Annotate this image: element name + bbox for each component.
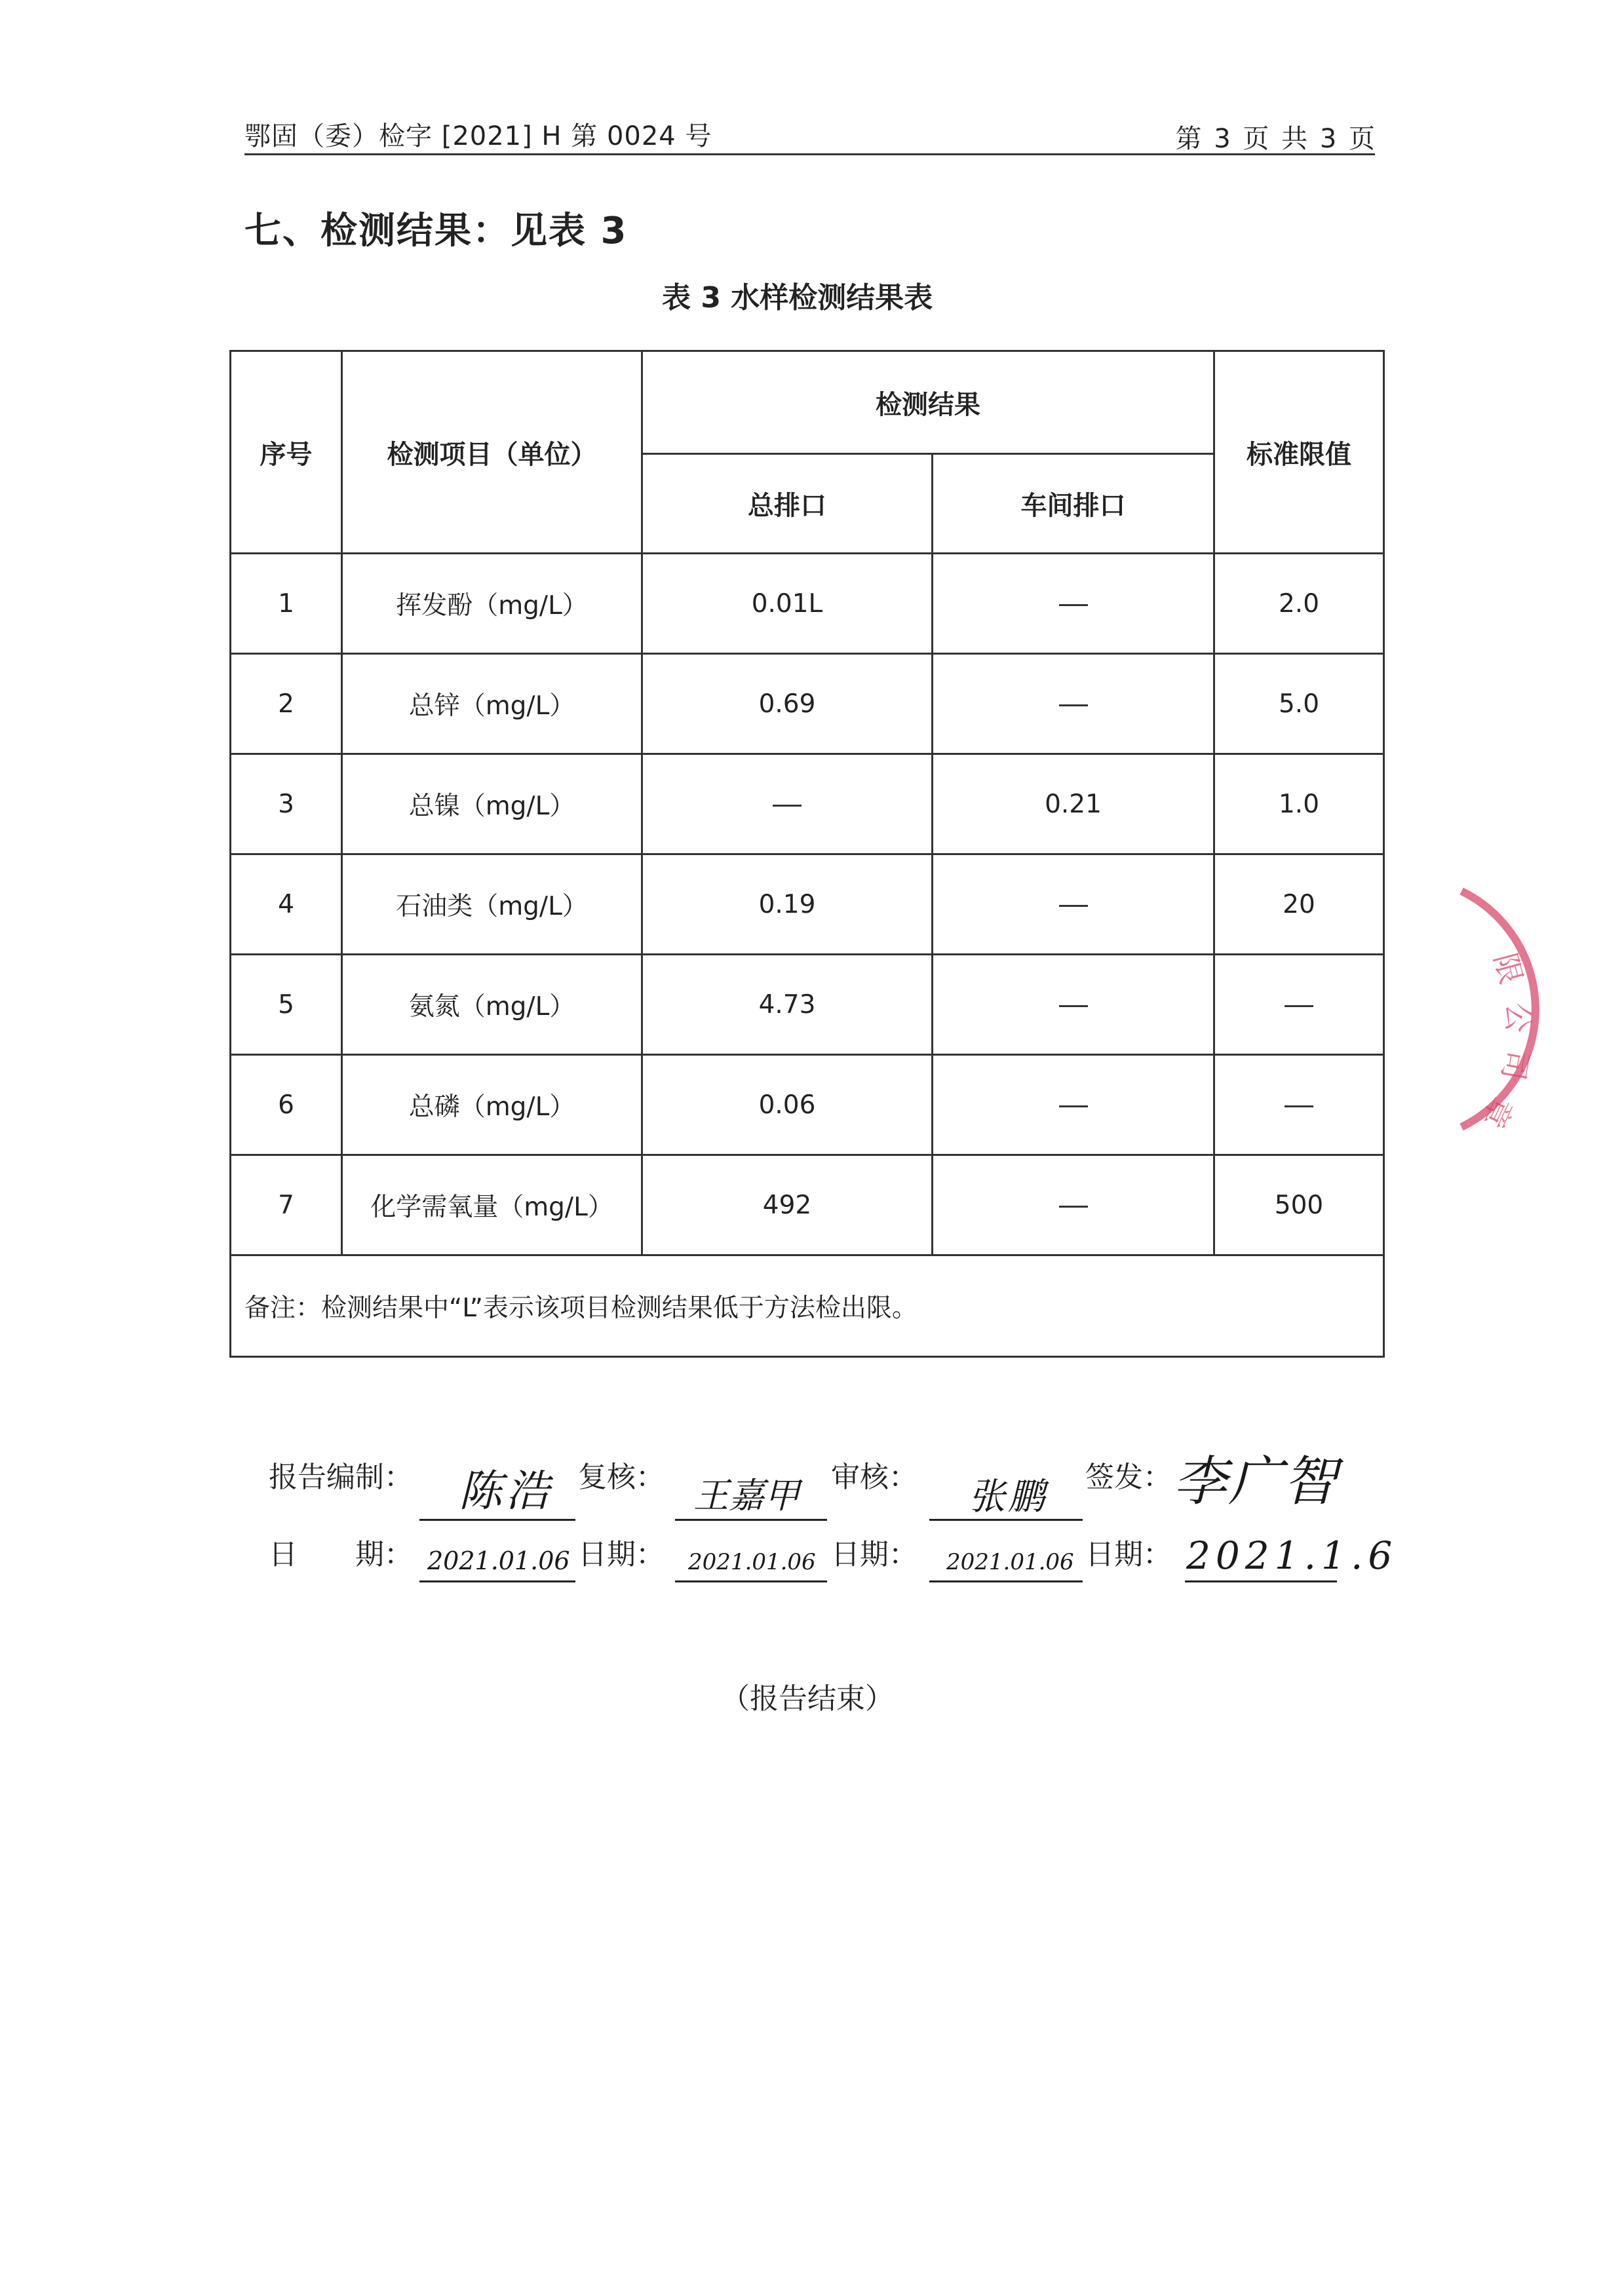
dash-mark bbox=[1059, 1005, 1088, 1007]
row-total-outlet-cell: 492 bbox=[642, 1155, 933, 1255]
compiled-signature: 陈浩 bbox=[459, 1466, 553, 1516]
row-workshop-outlet-cell bbox=[933, 1155, 1214, 1255]
table-row bbox=[231, 1055, 1384, 1155]
header-item: 检测项目（单位） bbox=[342, 351, 642, 554]
compiled-date-line bbox=[419, 1580, 575, 1582]
row-seq-cell: 6 bbox=[231, 1055, 342, 1155]
row-workshop-outlet-cell bbox=[933, 654, 1214, 754]
date-label-audited: 日期： bbox=[831, 1538, 918, 1571]
dash-mark bbox=[1059, 704, 1088, 706]
row-seq-cell: 4 bbox=[231, 854, 342, 955]
header-seq: 序号 bbox=[231, 351, 342, 554]
row-item-cell: 氨氮（mg/L） bbox=[342, 955, 642, 1055]
header-outlet-total: 总排口 bbox=[642, 454, 933, 554]
table-header-row bbox=[231, 351, 1384, 454]
row-total-outlet-cell: 0.06 bbox=[642, 1055, 933, 1155]
table-row bbox=[231, 1155, 1384, 1255]
row-total-outlet-cell: 0.19 bbox=[642, 854, 933, 955]
issued-label: 签发： bbox=[1085, 1461, 1172, 1494]
date-label-issued: 日期： bbox=[1085, 1538, 1172, 1571]
row-limit-cell: 2.0 bbox=[1214, 554, 1384, 654]
audited-signature-line bbox=[929, 1519, 1083, 1521]
results-table bbox=[229, 350, 1385, 1358]
header-result-group: 检测结果 bbox=[642, 351, 1214, 454]
reviewed-signature-line bbox=[675, 1519, 827, 1521]
row-item-cell: 石油类（mg/L） bbox=[342, 854, 642, 955]
company-seal bbox=[1448, 871, 1606, 1147]
date-compiled: 2021.01.06 bbox=[427, 1546, 570, 1575]
reviewed-label: 复核： bbox=[578, 1461, 665, 1494]
dash-mark bbox=[1059, 905, 1088, 907]
row-limit-cell: 5.0 bbox=[1214, 654, 1384, 754]
row-item-cell: 总磷（mg/L） bbox=[342, 1055, 642, 1155]
page-info: 第 3 页 共 3 页 bbox=[1175, 124, 1375, 154]
row-item-cell: 总锌（mg/L） bbox=[342, 654, 642, 754]
audited-signature: 张鹏 bbox=[969, 1476, 1047, 1518]
row-workshop-outlet-cell bbox=[933, 955, 1214, 1055]
row-seq-cell: 7 bbox=[231, 1155, 342, 1255]
date-audited: 2021.01.06 bbox=[946, 1549, 1074, 1575]
seal-lettering bbox=[1475, 949, 1536, 1134]
svg-text:限: 限 bbox=[1487, 949, 1530, 988]
row-total-outlet-cell bbox=[642, 754, 933, 854]
dash-mark bbox=[1285, 1105, 1313, 1107]
header-outlet-workshop: 车间排口 bbox=[933, 454, 1214, 554]
row-limit-cell bbox=[1214, 1055, 1384, 1155]
row-limit-cell: 20 bbox=[1214, 854, 1384, 955]
date-label-reviewed: 日期： bbox=[578, 1538, 665, 1571]
table-row bbox=[231, 955, 1384, 1055]
audited-label: 审核： bbox=[831, 1461, 918, 1494]
table-body bbox=[231, 554, 1384, 1255]
svg-text:公: 公 bbox=[1500, 1003, 1536, 1033]
row-workshop-outlet-cell bbox=[933, 554, 1214, 654]
table-row bbox=[231, 654, 1384, 754]
row-workshop-outlet-cell bbox=[933, 1055, 1214, 1155]
dash-mark bbox=[1285, 1005, 1313, 1007]
dash-mark bbox=[1059, 1206, 1088, 1208]
table-row bbox=[231, 854, 1384, 955]
row-total-outlet-cell: 4.73 bbox=[642, 955, 933, 1055]
issued-signature: 李广智 bbox=[1173, 1451, 1338, 1513]
reviewed-date-line bbox=[675, 1580, 827, 1582]
row-workshop-outlet-cell: 0.21 bbox=[933, 754, 1214, 854]
row-workshop-outlet-cell bbox=[933, 854, 1214, 955]
issued-date-line bbox=[1185, 1580, 1337, 1582]
row-total-outlet-cell: 0.69 bbox=[642, 654, 933, 754]
date-issued: 2021.1.6 bbox=[1186, 1533, 1398, 1578]
row-limit-cell: 1.0 bbox=[1214, 754, 1384, 854]
dash-mark bbox=[1059, 604, 1088, 606]
row-seq-cell: 5 bbox=[231, 955, 342, 1055]
row-seq-cell: 2 bbox=[231, 654, 342, 754]
row-limit-cell: 500 bbox=[1214, 1155, 1384, 1255]
row-item-cell: 化学需氧量（mg/L） bbox=[342, 1155, 642, 1255]
date-label-compiled: 日 期： bbox=[269, 1538, 413, 1571]
note-row bbox=[231, 1255, 1384, 1357]
reviewed-signature: 王嘉甲 bbox=[693, 1475, 800, 1516]
row-total-outlet-cell: 0.01L bbox=[642, 554, 933, 654]
header-rule bbox=[244, 153, 1375, 155]
table-row bbox=[231, 554, 1384, 654]
date-reviewed: 2021.01.06 bbox=[688, 1549, 816, 1575]
row-seq-cell: 1 bbox=[231, 554, 342, 654]
table-row bbox=[231, 754, 1384, 854]
report-number: 鄂固（委）检字 [2021] H 第 0024 号 bbox=[244, 121, 712, 151]
report-end: （报告结束） bbox=[721, 1682, 894, 1715]
row-limit-cell bbox=[1214, 955, 1384, 1055]
svg-text:司: 司 bbox=[1495, 1047, 1536, 1083]
row-seq-cell: 3 bbox=[231, 754, 342, 854]
section-title: 七、检测结果：见表 3 bbox=[244, 210, 628, 252]
audited-date-line bbox=[929, 1580, 1083, 1582]
compiled-label: 报告编制： bbox=[269, 1461, 413, 1494]
table-note: 备注：检测结果中“L”表示该项目检测结果低于方法检出限。 bbox=[231, 1255, 1384, 1357]
compiled-signature-line bbox=[419, 1519, 575, 1521]
header-limit: 标准限值 bbox=[1214, 351, 1384, 554]
dash-mark bbox=[773, 805, 802, 807]
table-caption: 表 3 水样检测结果表 bbox=[662, 281, 933, 315]
row-item-cell: 总镍（mg/L） bbox=[342, 754, 642, 854]
dash-mark bbox=[1059, 1105, 1088, 1107]
row-item-cell: 挥发酚（mg/L） bbox=[342, 554, 642, 654]
svg-text:章: 章 bbox=[1475, 1091, 1520, 1134]
